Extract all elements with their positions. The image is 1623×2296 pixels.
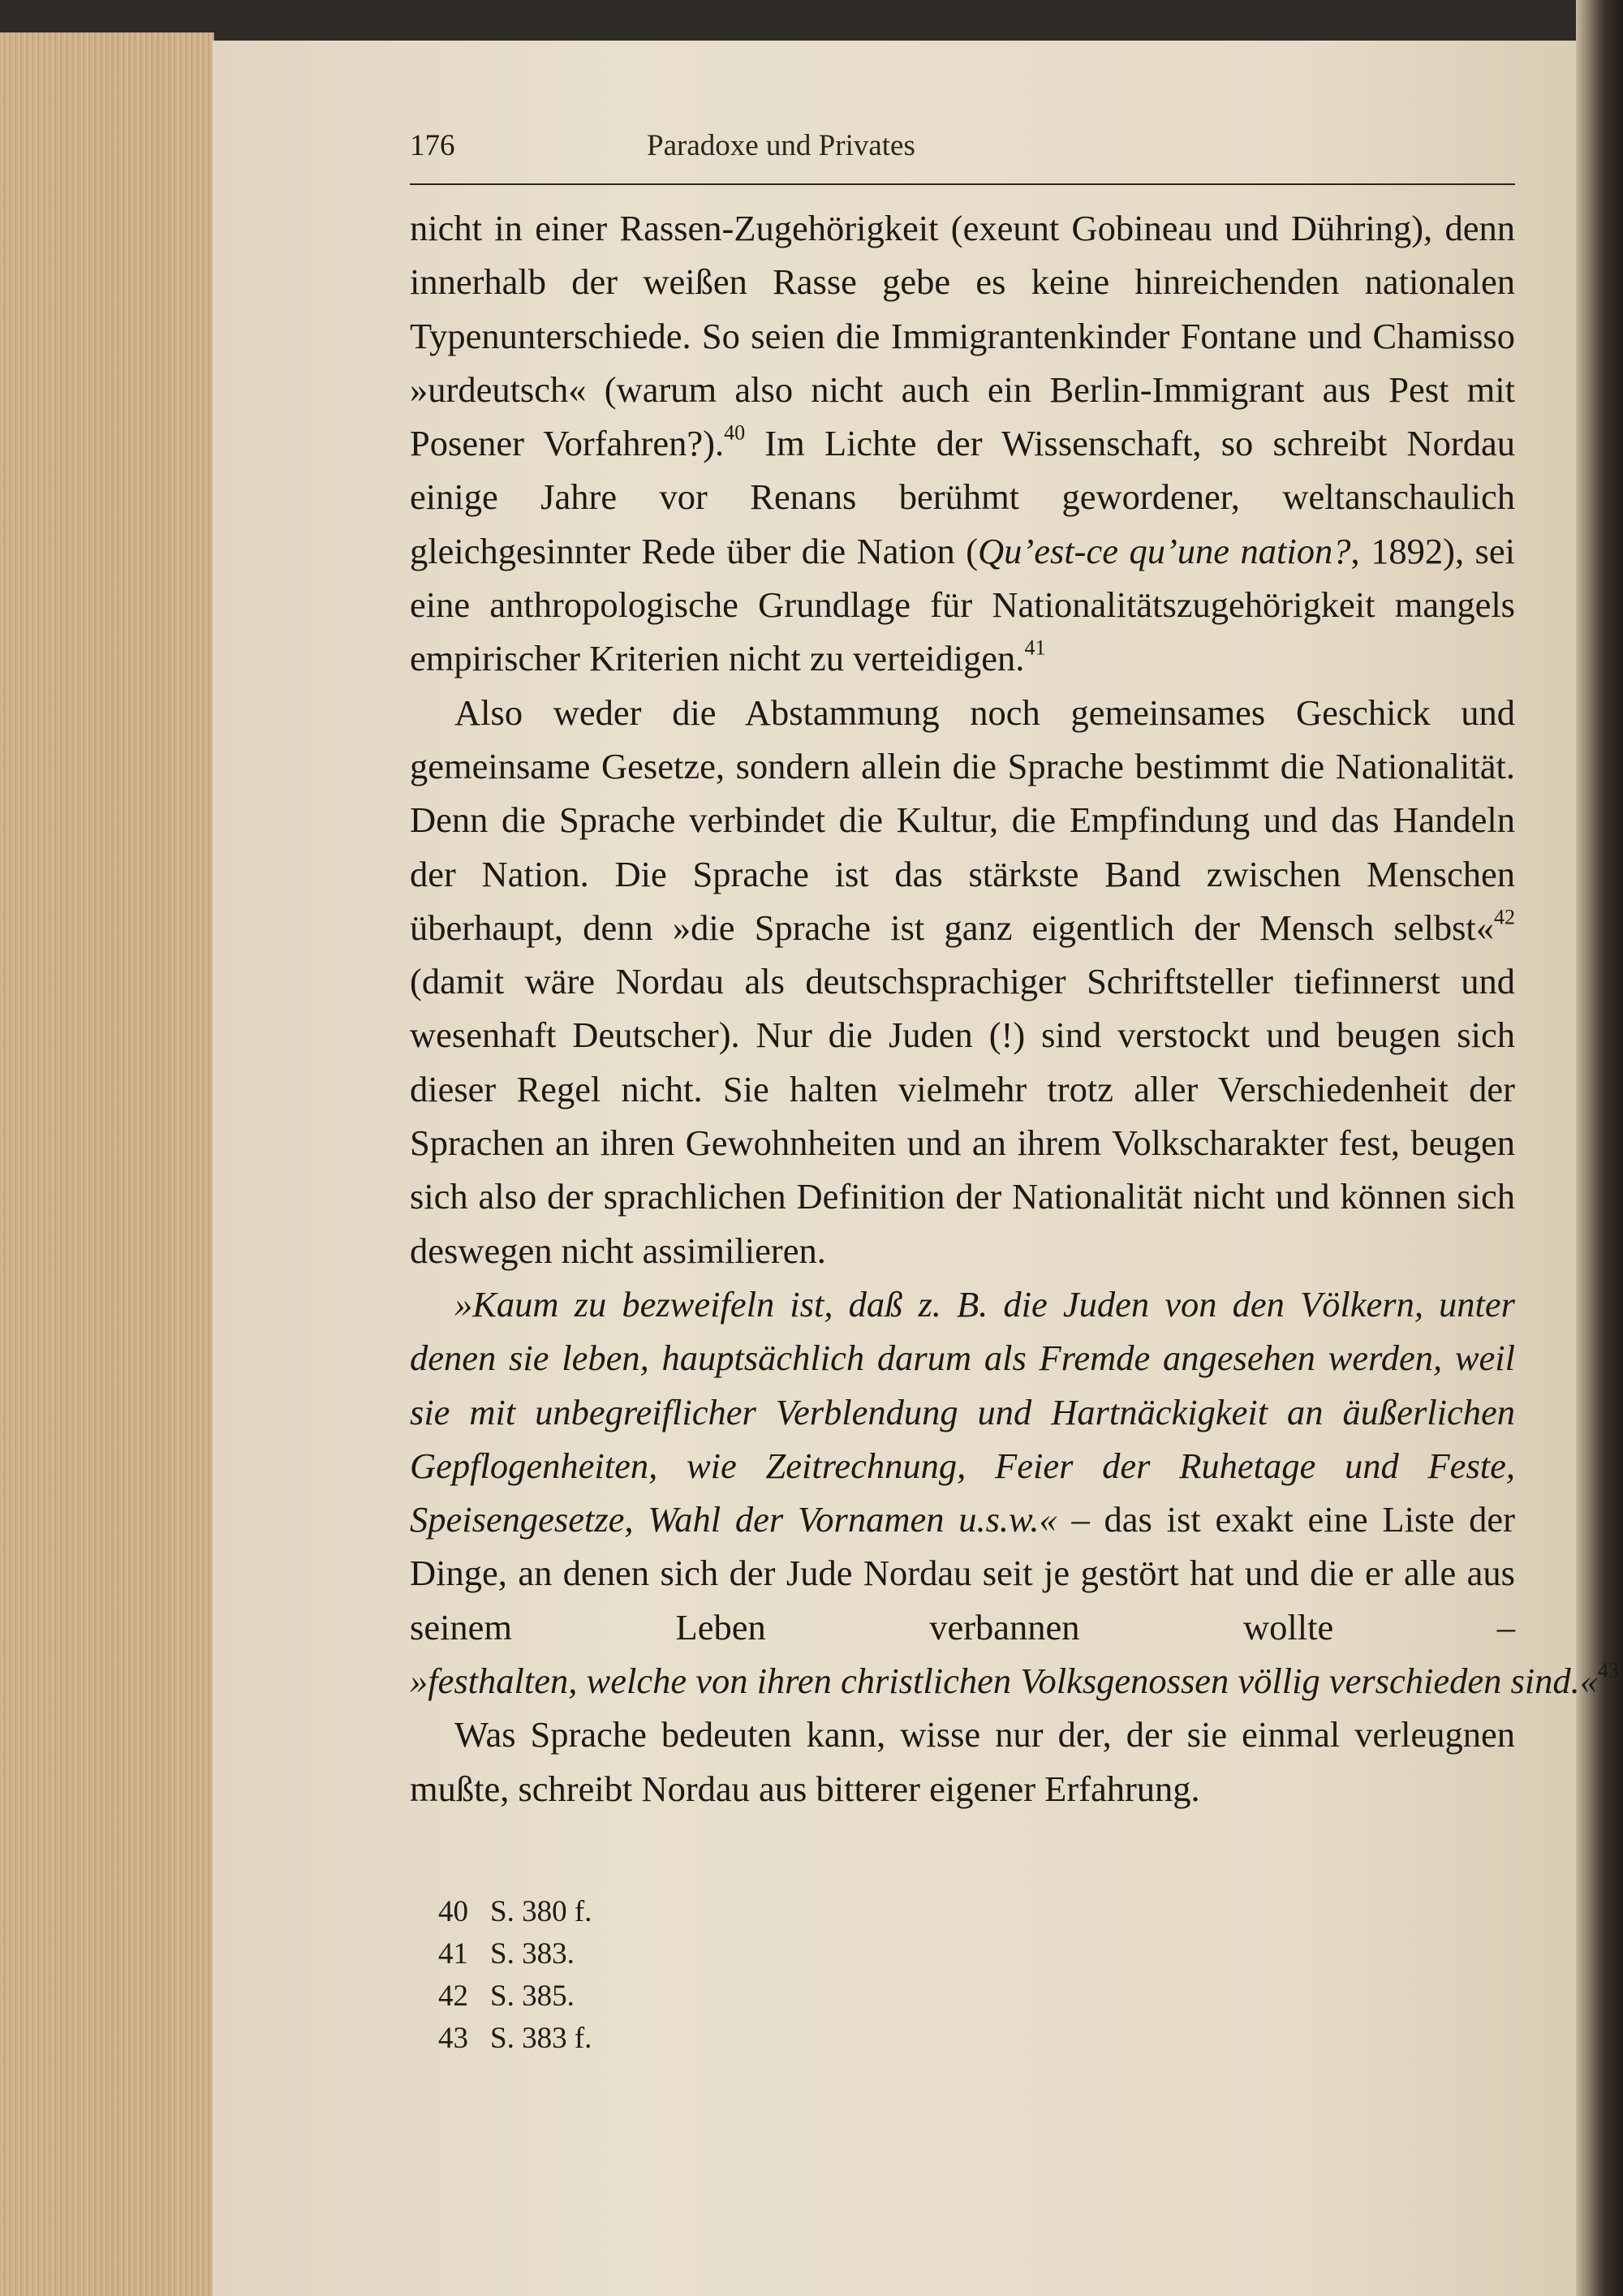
footnote-number: 42	[438, 1979, 468, 2013]
footnote-42	[438, 1975, 592, 2018]
paragraph-1-text-1: nicht in einer Rassen-Zugehörigkeit (exeunt Gobineau und Dühring), denn innerhalb der weißen Rasse gebe es keine hinreichenden nationalen Typenunterschiede. So seien die Immigrantenkinder Fontane und Chamisso »urdeutsch« (warum also nicht auch ein Berlin-Immigrant aus Pest mit Posener Vorfahren?).	[410, 208, 1515, 464]
page-number: 176	[410, 129, 455, 162]
footnote-ref-40[interactable]: 40	[724, 420, 746, 445]
page-edges	[0, 32, 214, 2296]
running-head-title: Paradoxe und Privates	[647, 129, 915, 162]
facing-page-edge	[1576, 0, 1623, 2296]
footnote-43	[438, 2018, 592, 2060]
footnote-number: 40	[438, 1895, 468, 1928]
footnote-ref-41[interactable]: 41	[1024, 635, 1046, 660]
paragraph-4	[410, 1708, 1515, 1816]
paragraph-2-text-1: Also weder die Abstammung noch gemeinsames Geschick und gemeinsame Gesetze, sondern allein die Sprache bestimmt die Nationalität. Denn die Sprache verbindet die Kultur, die Empfindung und das Handeln der Nation. Die Sprache ist das stärkste Band zwischen Menschen überhaupt, denn »die Sprache ist ganz eigentlich der Mensch selbst«	[410, 691, 1515, 948]
scan-background	[0, 0, 1576, 41]
footnotes	[438, 1891, 592, 2060]
paragraph-3-text-1: – das ist exakt eine Liste der Dinge, an denen sich der Jude Nordau seit je gestört hat und die er alle aus seinem Leben verbannen wollte –	[410, 1499, 1515, 1648]
footnote-text: S. 380 f.	[490, 1895, 592, 1928]
quotation-1: »Kaum zu bezweifeln ist, daß z. B. die Juden von den Völkern, unter denen sie leben, hauptsächlich darum als Fremde angesehen werden, weil sie mit unbegreiflicher Verblendung und Hartnäckigkeit an äußerlichen Gepflogenheiten, wie Zeitrechnung, Feier der Ruhetage und Feste, Speisengesetze, Wahl der Vornamen u.s.w.«	[410, 1283, 1515, 1540]
paragraph-1	[410, 201, 1515, 686]
paragraph-1-text-3: , 1892), sei eine anthropologische Grundlage für Nationalitätszugehörigkeit mangels empirischer Kriterien nicht zu verteidigen.	[410, 530, 1515, 679]
paragraph-4-text-1: Was Sprache bedeuten kann, wisse nur der, der sie einmal verleugnen mußte, schreibt Nordau aus bitterer eigener Erfahrung.	[410, 1714, 1515, 1809]
cited-title: Qu’est-ce qu’une nation?	[978, 530, 1351, 571]
footnote-41	[438, 1933, 592, 1975]
body-text	[410, 201, 1620, 1816]
paragraph-3	[410, 1277, 1620, 1708]
paragraph-1-text-2: Im Lichte der Wissenschaft, so schreibt Nordau einige Jahre vor Renans berühmt gewordener, weltanschaulich gleichgesinnter Rede über die Nation (	[410, 423, 1515, 571]
footnote-text: S. 383 f.	[490, 2022, 592, 2055]
footnote-ref-42[interactable]: 42	[1494, 905, 1515, 929]
footnote-ref-43[interactable]: 43	[1598, 1658, 1620, 1682]
footnote-text: S. 385.	[490, 1979, 575, 2013]
paragraph-2-text-2: (damit wäre Nordau als deutschsprachiger Schriftsteller tiefinnerst und wesenhaft Deutscher). Nur die Juden (!) sind verstockt und beugen sich dieser Regel nicht. Sie halten vielmehr trotz aller Verschiedenheit der Sprachen an ihren Gewohnheiten und an ihrem Volkscharakter fest, beugen sich also der sprachlichen Definition der Nationalität nicht und können sich deswegen nicht assimilieren.	[410, 961, 1515, 1271]
quotation-2: »festhalten, welche von ihren christlichen Volksgenossen völlig verschieden sind.«	[410, 1661, 1599, 1702]
footnote-40	[438, 1891, 592, 1933]
footnote-number: 43	[438, 2022, 468, 2055]
running-head	[410, 122, 1515, 185]
footnote-text: S. 383.	[490, 1937, 575, 1971]
paragraph-2	[410, 686, 1515, 1277]
footnote-number: 41	[438, 1937, 468, 1971]
